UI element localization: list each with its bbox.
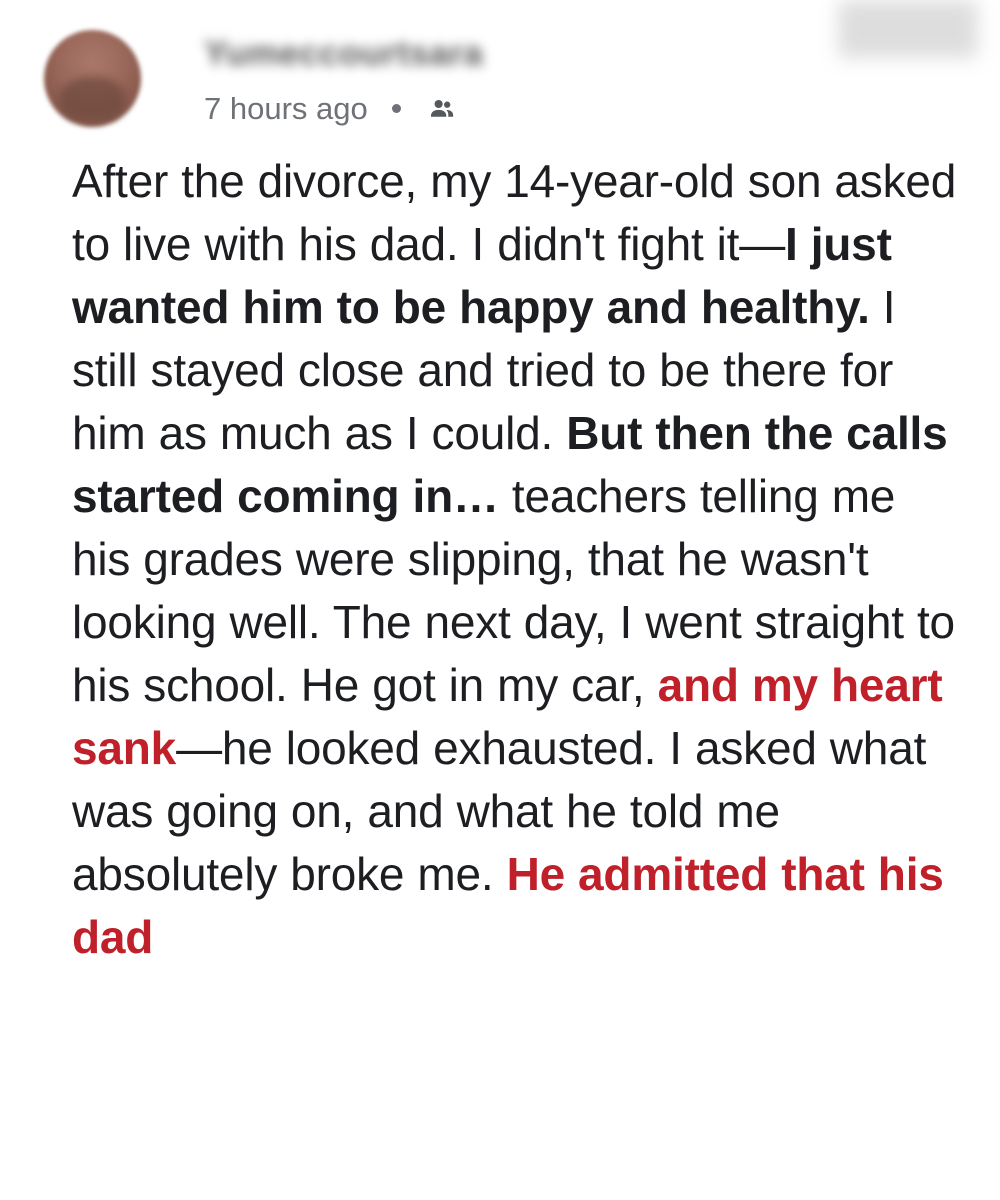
text-line-2: son asked to live with his dad. [72,155,957,270]
text-line-1: After the divorce, my 14-year-old [72,155,735,207]
text-line-8-bold: coming in… [237,470,499,522]
text-line-8-normal: teachers telling me [498,470,896,522]
text-line-3-normal: I didn't fight it— [471,218,786,270]
text-line-14: I asked what was going on, and [72,722,927,837]
text-line-3-bold: I just wanted [72,218,892,333]
text-line-13-red: sank [72,722,177,774]
post-timestamp[interactable]: 7 hours ago [204,90,368,126]
text-line-7-bold: But then the calls started [72,407,948,522]
text-line-13-normal: —he looked exhausted. [176,722,657,774]
post-meta [204,91,1000,125]
friends-icon[interactable] [423,93,461,123]
post-text [0,150,1000,969]
post-paragraph [72,150,960,969]
text-line-16-normal: me. [417,848,507,900]
user-avatar[interactable] [44,30,141,127]
text-line-16-red: He admitted that his dad [72,848,944,963]
text-line-11: day, I went straight to his school. [72,596,955,711]
text-line-15: what he told me absolutely broke [72,785,780,900]
text-line-10: wasn't looking well. The next [72,533,869,648]
blurred-ui-chrome [838,0,978,58]
post-header [0,0,1000,150]
author-name[interactable]: Yumeccourtsara [204,34,484,73]
text-line-4-bold: him to be happy and healthy. [242,281,870,333]
text-line-9: his grades were slipping, that he [72,533,728,585]
text-line-12-red: and my heart [657,659,943,711]
meta-separator-dot [392,104,401,113]
text-line-12-normal: He got in my car, [300,659,658,711]
text-line-6: there for him as much as I could. [72,344,894,459]
text-line-5: I still stayed close and tried to be [72,281,896,396]
